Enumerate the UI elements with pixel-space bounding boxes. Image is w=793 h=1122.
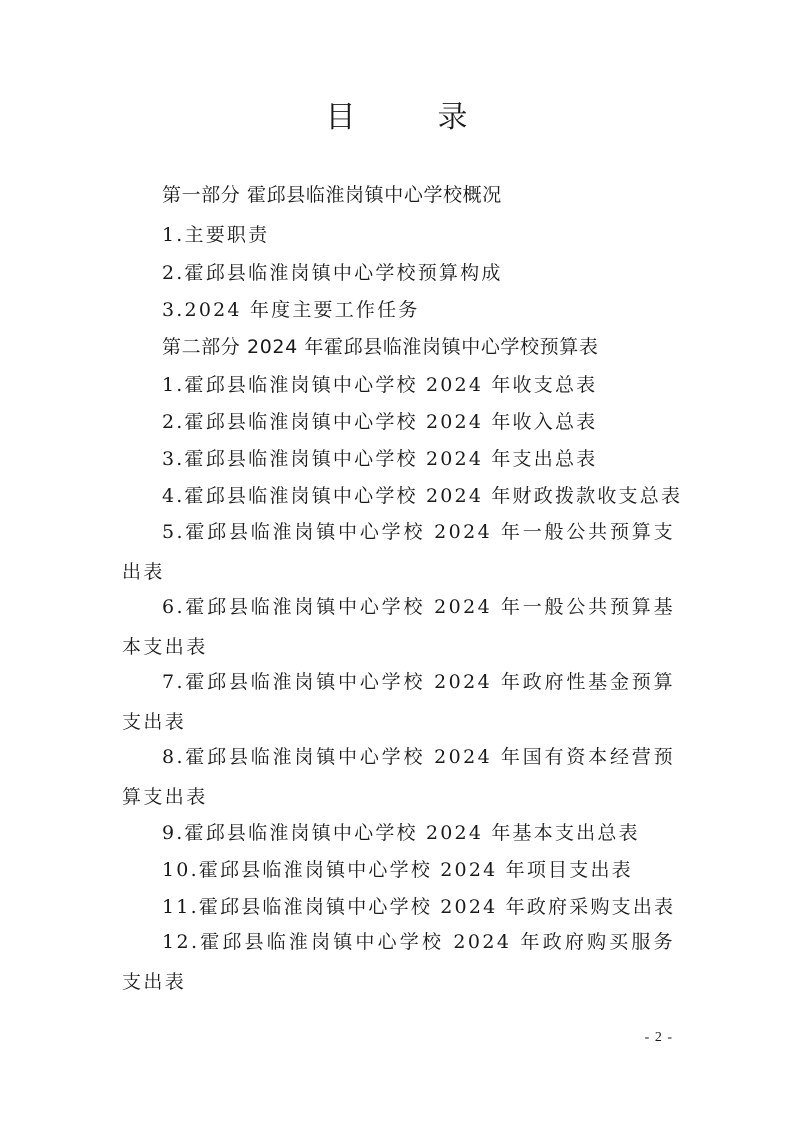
toc-entry[interactable]: 3.霍邱县临淮岗镇中心学校 2024 年支出总表 <box>162 448 598 470</box>
toc-entry[interactable]: 10.霍邱县临淮岗镇中心学校 2024 年项目支出表 <box>162 859 633 881</box>
part2-heading[interactable]: 第二部分 2024 年霍邱县临淮岗镇中心学校预算表 <box>162 336 599 358</box>
toc-entry[interactable]: 1.霍邱县临淮岗镇中心学校 2024 年收支总表 <box>162 374 598 396</box>
toc-entry[interactable]: 12.霍邱县临淮岗镇中心学校 2024 年政府购买服务支出表 <box>122 931 675 993</box>
toc-entry[interactable]: 5.霍邱县临淮岗镇中心学校 2024 年一般公共预算支出表 <box>122 521 675 583</box>
toc-entry[interactable]: 9.霍邱县临淮岗镇中心学校 2024 年基本支出总表 <box>162 822 640 844</box>
toc-entry[interactable]: 2.霍邱县临淮岗镇中心学校预算构成 <box>162 262 503 284</box>
part1-heading[interactable]: 第一部分 霍邱县临淮岗镇中心学校概况 <box>162 184 502 206</box>
toc-entry[interactable]: 2.霍邱县临淮岗镇中心学校 2024 年收入总表 <box>162 411 598 433</box>
toc-entry[interactable]: 1.主要职责 <box>162 224 270 246</box>
toc-entry[interactable]: 3.2024 年度主要工作任务 <box>162 299 420 321</box>
toc-entry[interactable]: 11.霍邱县临淮岗镇中心学校 2024 年政府采购支出表 <box>162 896 676 918</box>
toc-entry[interactable]: 8.霍邱县临淮岗镇中心学校 2024 年国有资本经营预算支出表 <box>122 746 675 808</box>
toc-entry[interactable]: 4.霍邱县临淮岗镇中心学校 2024 年财政拨款收支总表 <box>162 485 683 507</box>
page-number: - 2 - <box>644 1030 673 1045</box>
page-title: 目 录 <box>325 100 494 135</box>
toc-entry[interactable]: 7.霍邱县临淮岗镇中心学校 2024 年政府性基金预算支出表 <box>122 671 675 733</box>
toc-entry[interactable]: 6.霍邱县临淮岗镇中心学校 2024 年一般公共预算基本支出表 <box>122 596 675 658</box>
